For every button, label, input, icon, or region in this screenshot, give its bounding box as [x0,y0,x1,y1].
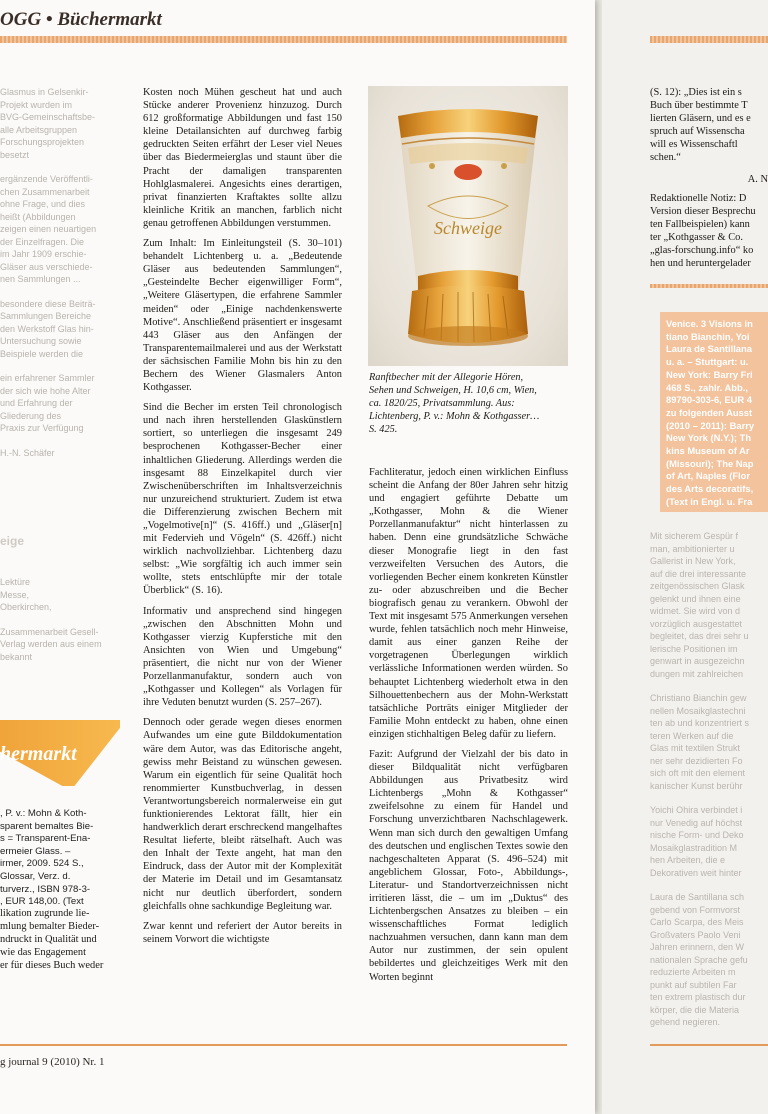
faded-line: Carlo Scarpa, des Meis [650,917,744,927]
book-reference-line: , P. v.: Mohn & Koth- [0,808,87,819]
faded-line: BVG-Gemeinschaftsbe- [0,112,96,122]
book-reference-line: Glossar, Verz. d. [0,870,71,882]
footer-rule-right [650,1044,768,1046]
faded-line: alle Arbeitsgruppen [0,124,78,135]
faded-line: ergänzende Veröffentli- [0,174,93,184]
faded-line [0,435,118,447]
faded-line: Glasmus in Gelsenkir- [0,87,89,97]
faded-line [650,680,768,692]
faded-line: begleitet, das drei sehr u [650,631,749,641]
header-rule [0,36,567,43]
book-reference-line: kins Museum of Ar [666,445,750,457]
faded-line: der Einzelfragen. Die [0,236,85,247]
faded-line: Zusammenarbeit Gesell- [0,626,99,637]
footer-rule [0,1044,567,1046]
faded-line: der sich wie hohe Alter [0,385,91,396]
faded-line: Dekorativen weit hinter [650,867,742,878]
faded-line: gehend negieren. [650,1017,721,1027]
faded-line: ein erfahrener Sammler [0,373,95,383]
faded-line: auf die drei interessante [650,568,747,579]
faded-line: Beispiele werden die [0,348,84,359]
book-reference-line: s = Transparent-Ena- [0,833,91,845]
book-reference-line: of Art, Naples (Flor [666,470,751,482]
faded-line: ten extrem plastisch dur [650,992,746,1002]
faded-line: besetzt [0,149,30,160]
faded-line: punkt auf subtilen Far [650,979,737,990]
faded-line: Projekt wurden im [0,99,73,110]
faded-line: Großvaters Paolo Veni [650,929,741,940]
book-reference-line: Laura de Santillana [666,343,752,355]
faded-line: hen Arbeiten, die e [650,855,726,865]
faded-line: Messe, [0,589,30,600]
right-book-reference-text [666,318,768,509]
faded-line: kanischer Kunst berühr [650,780,743,791]
faded-line: ten ab und konzentriert s [650,718,750,728]
faded-line: nur Venedig auf höchst [650,817,743,828]
faded-line: Verlag werden aus einem [0,639,102,649]
right-section-rule [650,284,768,288]
paragraph: Zum Inhalt: Im Einleitungsteil (S. 30–101) behandelt Lichtenberg u. a. „Bedeutende Gläser aus bedeutenden Sammlungen“, „Gesteindelte Becher eigenwilliger Form“, „Weitere Gläsertypen, die erfahrene Sammler meiden“ oder „Einige nachdenkenswerte Motive“. Anschließend präsentiert er insgesamt 443 Gläser aus den Anfängen der Transparentemailmalerei und aus der Werkstatt der sächsischen Familie Mohn bis hin zu den Bechern des Wiener Glasmalers Anton Kothgasser. [143,238,342,394]
paragraph: Informativ und ansprechend sind hingegen „zwischen den Abschnitten Mohn und Kothgasser vierzig Kupferstiche mit den Ansichten von Wien und Umgebung“ präsentiert, die nicht nur von der Wiener Porzellanmanufaktur, sondern auch von „Kothgasser und Kollegen“ als Vorlagen für ihre Veduten benutzt wurden (S. 257–267). [143,605,342,709]
left-faded-column [0,86,118,459]
paragraph: Zwar kennt und referiert der Autor bereits in seinem Vorwort die wichtigste [143,920,342,945]
faded-line: gebend von Formvorst [650,904,741,915]
book-reference-line: , EUR 148,00. (Text [0,896,84,908]
faded-line: teren Werken auf die [650,730,734,741]
faded-line: den Werkstoff Glas hin- [0,323,94,334]
faded-line: Gliederung des [0,410,62,421]
faded-line: widmet. Sie wird von d [650,606,741,616]
book-reference-line: turverz., ISBN 978-3- [0,883,91,895]
right-page-text: (S. 12): „Dies ist ein s Buch über bestimmte T lierten Gläsern, und es e spruch auf Wissenscha will es Wissenschaftl schen.“ A. N Redaktionelle Notiz: D Version dieser Besprechu ten Fallbeispielen) kann ter „Kothgasser & Co. „glas-forschung.info“ ko hen und heruntergelader [650,87,768,270]
faded-line: man, ambitionierter u [650,543,735,554]
faded-line: körper, die die Materia [650,1004,740,1015]
journal-footer: g journal 9 (2010) Nr. 1 [0,1056,105,1068]
book-reference-line: Venice. 3 Visions in [666,318,753,329]
faded-line: nen Sammlungen ... [0,274,81,284]
faded-line: nationalen Sprache gefu [650,954,748,965]
paragraph: Sind die Becher im ersten Teil chronologisch und nach ihren herstellenden Glaskünstlern sortiert, so unterliegen die insgesamt 249 besprochenen Kothgasser-Becher einer inhaltlichen Gliederung. Allerdings werden die insgesamt 88 Einzelkapitel durch vier Zwischenüberschriften im Inhaltsverzeichnis nur unzureichend strukturiert. Zudem ist etwa die Differenzierung zwischen Bechern mit „Vogelmotive[n]“ (S. 416ff.) und „Gläser[n] mit Federvieh und Vögeln“ (S. 426ff.) nicht wirklich nachvollziehbar. Lichtenberg dazu selbst: „Wie sorgfältig ich auch immer sein wollte, stets entschlüpfte mir der totale Überblick“ (S. 16). [143,402,342,597]
book-text-fragment [0,907,118,972]
faded-line: H.-N. Schäfer [0,447,55,458]
faded-line: Gläser aus verschiede- [0,261,93,272]
article-column-2 [143,86,342,953]
faded-line: sich oft mit den element [650,768,746,778]
faded-line [650,792,768,804]
faded-line [0,161,118,173]
faded-line: im Jahr 1909 erschie- [0,249,87,259]
faded-line: lerische Positionen im [650,643,738,654]
faded-line [650,879,768,891]
faded-line: Praxis zur Verfügung [0,423,84,433]
book-reference-line: u. a. – Stuttgart: u. [666,356,749,368]
book-text-line: ndruckt in Qualität und [0,934,97,946]
left-faded-column-2 [0,576,118,663]
faded-line [0,614,118,626]
faded-line: Lektüre [0,577,31,587]
faded-line: bekannt [0,651,33,662]
faded-line: reduzierte Arbeiten m [650,967,736,977]
faded-line: ohne Frage, und dies [0,199,86,209]
book-text-line: mlung bemalter Bieder- [0,921,100,933]
article-column-3 [369,466,568,991]
faded-line: Sammlungen Bereiche [0,311,92,321]
right-faded-column [650,530,768,1029]
book-reference-line: tiano Bianchin, Yoi [666,330,750,342]
faded-line: Christiano Bianchin gew [650,693,747,703]
faded-line: Forschungsprojekten [0,137,85,147]
paragraph: Dennoch oder gerade wegen dieses enormen Aufwandes um eine gute Bilddokumentation wäre dem Autor, was das Editorische angeht, gewiss mehr Beistand zu wünschen gewesen. Warum ein eigentlich für seine Qualität hoch renommierter Kunstbuchverlag, in dessen Verantwortungsbereich normalerweise ein gut funktionierendes Lektorat fällt, hier ein handwerklich derart erschreckend mangelhaftes Resultat lieferte, bleibt rätselhaft. Auch was den Inhalt der Texte angeht, hat man den Eindruck, dass der Autor mit der Komplexität der Materie im Detail und im Gesamtansatz nicht nur deutlich überfordert, sondern gleichfalls ohne sachkundige Begleitung war. [143,717,342,912]
faded-line: gelenkt und ihnen eine [650,593,741,604]
faded-line: Mosaikglastradition M [650,842,738,853]
figure-caption: Ranftbecher mit der Allegorie Hören, Sehen und Schweigen, H. 10,6 cm, Wien, ca. 1820/25, Privatsammlung. Aus: Lichtenberg, P. v.: Mohn & Kothgasser… S. 425. [369,372,540,435]
paragraph: Fazit: Aufgrund der Vielzahl der bis dato in dieser Bildqualität nicht verfügbaren Abbildungen aus Privatbesitz wird Lichtenbergs „Mohn & Kothgasser“ zweifelsohne zu einem für Handel und Forschung unverzichtbaren Nachschlagewerk. Wenn man sich durch den gewaltigen Umfang des deutschen und englischen Textes sowie den nachgeschalteten Apparat (S. 496–524) mit angeblichem Glossar, Foto-, Abbildungs-, Literatur- und Standortverzeichnissen nicht irritieren lässt, die – um im „Duktus“ des Lichtenbergschen Ansatzes zu bleiben – ein wissenschaftliches Format lediglich nachzuahmen versuchen, dann kann man dem Autor nur zustimmen, der sein opulent bebildertes und gleichzeitiges Werk mit den Worten beginnt [369,748,568,983]
faded-line: vorzüglich ausgestattet [650,618,743,629]
faded-line: zeitgenössischen Glask [650,581,745,591]
faded-line: zeigen einen neuartigen [0,224,97,234]
book-text-line: er für dieses Buch weder [0,960,104,972]
faded-line: und Erfahrung der [0,398,73,408]
faded-line: Oberkirchen, [0,602,52,612]
book-reference-line: 468 S., zahlr. Abb., [666,381,748,393]
faded-line: dungen mit zahlreichen [650,668,744,679]
book-text-line: likation zugrunde lie- [0,908,90,919]
faded-line: Yoichi Ohira verbindet i [650,805,743,815]
left-section-heading: eige [0,534,25,548]
faded-line: Gallerist in New York, [650,556,736,566]
faded-line: Laura de Santillana sch [650,892,745,902]
faded-line [0,360,118,372]
faded-line: Mit sicherem Gespür f [650,531,739,541]
glass-beaker-photo [368,86,568,366]
book-reference-line: ermeier Glass. – [0,845,71,857]
faded-line: ner sehr dezidierten Fo [650,755,743,766]
paragraph: Kosten noch Mühen gescheut hat und auch Stücke anderer Provenienz hinzuzog. Durch 612 großformatige Abbildungen und fast 150 kleine Detailansichten auf durchweg farbig gedruckten Seiten erfährt der Leser viel Neues über das Biedermeierglas und staunt über die Pracht der damaligen transparenten Hohlglasmalerei. Angesichts eines derartigen, privat finanzierten Kraftaktes sollte allzu kleinliche Kritik an manchen, farblich nicht genau getroffenen Abbildungen verstummen. [143,87,342,229]
header-rule-right [650,36,768,43]
faded-line: Untersuchung sowie [0,336,82,346]
book-reference-line: irmer, 2009. 524 S., [0,858,84,870]
faded-line: genwart in ausgezeichn [650,656,745,666]
faded-line: besondere diese Beiträ- [0,298,96,309]
faded-line: nellen Mosaikglastechni [650,705,746,716]
book-reference-line: (Missouri); The Nap [666,457,754,469]
page-header-title: OGG • Büchermarkt [0,9,162,30]
book-text-line: wie das Engagement [0,947,86,959]
book-reference-line: sparent bemaltes Bie- [0,820,94,832]
book-reference-line: New York: Barry Fri [666,368,753,380]
author-initials: A. N [747,173,768,185]
faded-line: nische Form- und Deko [650,830,744,840]
faded-line: Glas mit textilen Strukt [650,743,741,753]
book-reference-line: zu folgenden Ausst [666,406,753,418]
book-reference [0,808,118,909]
glass-inscription: Schweige [434,218,502,238]
faded-line: Jahren erinnern, den W [650,942,745,952]
book-reference-line: (2010 – 2011): Barry [666,419,755,431]
paragraph: Fachliteratur, jedoch einen wirklichen Einfluss scheint die Anfang der 80er Jahren sehr hitzig und engagiert geführte Debatte um „Kothgasser, Mohn & die Wiener Porzellanmanufaktur“ nicht hinterlassen zu haben. Denn eine grundsätzliche Schwäche dieser Monografie liegt in den fast verzweifelten Versuchen des Autors, die vorliegenden Becher einem konkreten Künstler zu- oder abzuschreiben und die Becher biografisch genau zu verankern. Obwohl der Text mit insgesamt 575 Anmerkungen versehen wurde, fehlen tatsächlich noch mehr Hinweise, damit aus einer ganzen Reihe der vorgetragenen Überlegungen wirklich verlässliche Informationen werden würden. So behauptet Lichtenberg wiederholt etwa in den Silhouettenbechern aus der Mohn-Werkstatt tatsächliche Porträts einiger Mitglieder der Familie Mohn entdeckt zu haben, ohne einen einzigen stichhaltigen Beleg dafür zu liefern. [369,467,568,740]
section-banner-text: hermarkt [0,743,77,765]
book-reference-line: New York (N.Y.); Th [666,432,752,444]
book-reference-line: 89790-303-6, EUR 4 [666,394,752,406]
faded-line: chen Zusammenarbeit [0,186,90,197]
book-reference-line: (Text in Engl. u. Fra [666,495,753,507]
book-reference-line: des Arts decoratifs, [666,483,754,495]
faded-line [0,286,118,298]
faded-line: heißt (Abbildungen [0,211,76,222]
